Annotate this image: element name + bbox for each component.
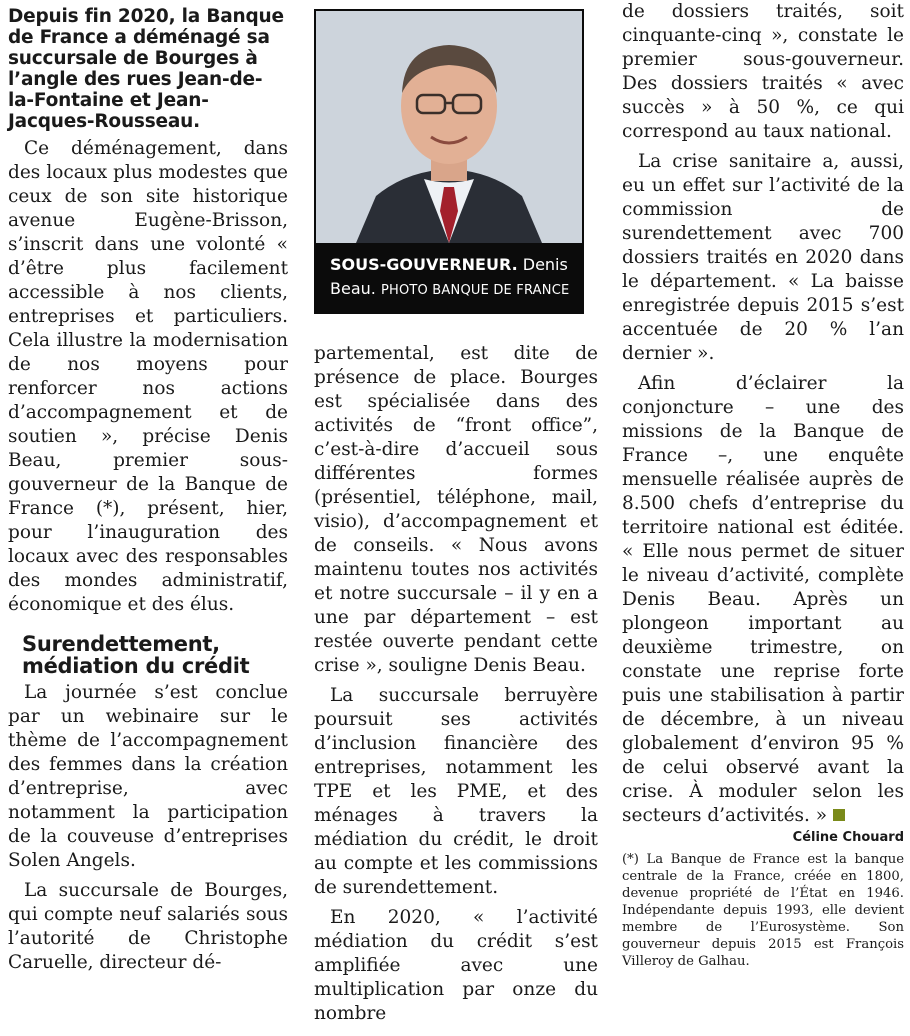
- caption-label: SOUS-GOUVERNEUR.: [330, 255, 518, 274]
- article-body-3: [622, 0, 904, 828]
- author-signature: Céline Chouard: [792, 830, 904, 845]
- portrait-photo: [316, 11, 582, 243]
- paragraph: Ce déménagement, dans des locaux plus modestes que ceux de son site historique avenue Eugène-Brisson, s’inscrit dans une volonté « d’être plus facilement accessible à nos clients, entreprises et particuliers. Cela illustre la modernisation de nos moyens pour renforcer nos actions d’accompagnement et de soutien », précise Denis Beau, premier sous-gouverneur de la Banque de France (*), présent, hier, pour l’inauguration des locaux avec des responsables des mondes administratif, économique et des élus.: [8, 138, 288, 615]
- paragraph: La succursale berruyère poursuit ses activités d’inclusion financière des entreprises, notamment les TPE et les PME, et des ménages à travers la médiation du crédit, le droit au compte et les commissions de surendettement.: [314, 685, 598, 898]
- article-body-1: [8, 137, 288, 617]
- paragraph: La crise sanitaire a, aussi, eu un effet sur l’activité de la commission de surendettement avec 700 dossiers traités en 2020 dans le département. « La baisse enregistrée depuis 2015 s’est accentuée de 20 % l’an dernier ».: [622, 151, 904, 364]
- paragraph-text: Afin d’éclairer la conjoncture – une des missions de la Banque de France –, une enquête mensuelle réalisée auprès de 8.500 chefs d’entreprise du territoire national est éditée. « Elle nous permet de situer le niveau d’activité, complète Denis Beau. Après un plongeon important au deuxième trimestre, on constate une reprise forte puis une stabilisation à partir de décembre, à un niveau globalement d’environ 95 % de celui observé avant la crise. À moduler selon les secteurs d’activités. »: [622, 373, 904, 826]
- section-subheading: Surendettement, médiation du crédit: [22, 632, 250, 678]
- paragraph: La succursale de Bourges, qui compte neuf salariés sous l’autorité de Christophe Caruelle, directeur dé-: [8, 880, 288, 973]
- article-column-3: [622, 0, 904, 970]
- article-body-2: [314, 342, 598, 1026]
- paragraph: [622, 372, 904, 828]
- portrait-illustration: [316, 11, 582, 243]
- article-column-1: [8, 0, 288, 975]
- paragraph: partemental, est dite de présence de place. Bourges est spécialisée dans des activités de “front office”, c’est-à-dire d’accueil sous différentes formes (présentiel, téléphone, mail, visio), d’accompagnement et de conseils. « Nous avons maintenu toutes nos activités et notre succursale – il y en a une par département – est restée ouverte pendant cette crise », souligne Denis Beau.: [314, 343, 598, 676]
- article-column-2: [314, 342, 598, 1026]
- footnote: (*) La Banque de France est la banque centrale de la France, créée en 1800, devenue propriété de l’État en 1946. Indépendante depuis 1993, elle devient membre de l’Eurosystème. Son gouverneur depuis 2015 est François Villeroy de Galhau.: [622, 852, 904, 969]
- paragraph: La journée s’est conclue par un webinaire sur le thème de l’accompagnement des femmes dans la création d’entreprise, avec notamment la participation de la couveuse d’entreprises Solen Angels.: [8, 682, 288, 871]
- photo-caption: [330, 253, 580, 303]
- end-of-article-mark-icon: [833, 809, 845, 821]
- article-lead: Depuis fin 2020, la Banque de France a déménagé sa succursale de Bourges à l’angle des rues Jean-de-la-Fontaine et Jean-Jacques-Rousseau.: [8, 6, 284, 132]
- article-body-1b: [8, 681, 288, 975]
- paragraph: En 2020, « l’activité médiation du crédit s’est amplifiée avec une multiplication par onze du nombre: [314, 907, 598, 1024]
- paragraph: de dossiers traités, soit cinquante-cinq », constate le premier sous-gouverneur. Des dossiers traités « avec succès » à 50 %, ce qui correspond au taux national.: [622, 1, 904, 142]
- caption-text: Denis Beau.: [330, 255, 568, 298]
- photo-credit: PHOTO BANQUE DE FRANCE: [380, 283, 570, 298]
- photo-block: [314, 9, 584, 314]
